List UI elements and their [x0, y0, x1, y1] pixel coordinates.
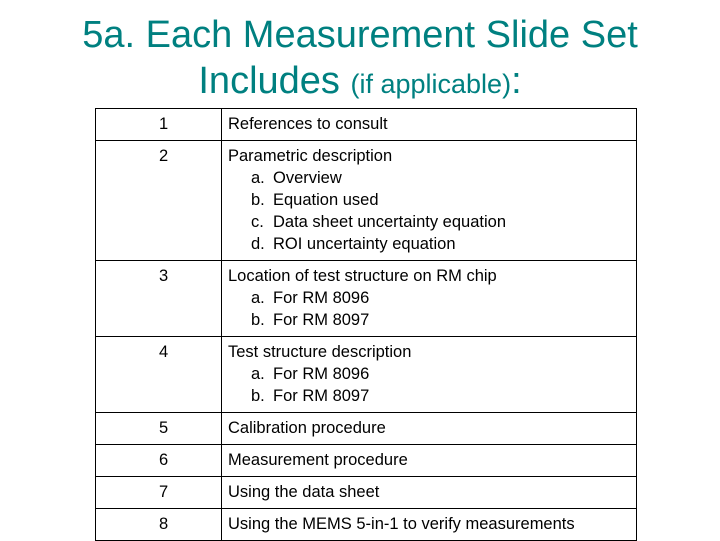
- title-line-2: [0, 58, 720, 107]
- row-content: [222, 337, 637, 413]
- table-row: [96, 141, 637, 261]
- sub-item: [228, 211, 630, 233]
- row-number: 6: [96, 445, 222, 477]
- contents-table: [95, 108, 637, 541]
- sub-item-list: [228, 167, 630, 255]
- sub-item-letter: b.: [251, 387, 265, 405]
- sub-item-list: [228, 287, 630, 331]
- table-row: [96, 477, 637, 509]
- sub-item: [228, 363, 630, 385]
- row-number: 4: [96, 337, 222, 413]
- sub-item-text: Overview: [273, 169, 342, 187]
- row-title: References to consult: [228, 115, 388, 133]
- sub-item-text: ROI uncertainty equation: [273, 235, 456, 253]
- sub-item: [228, 233, 630, 255]
- sub-item-text: Data sheet uncertainty equation: [273, 213, 506, 231]
- row-number: 3: [96, 261, 222, 337]
- sub-item-list: [228, 363, 630, 407]
- row-content: [222, 413, 637, 445]
- sub-item-letter: a.: [251, 289, 265, 307]
- row-number: 8: [96, 509, 222, 541]
- sub-item-letter: c.: [251, 213, 264, 231]
- sub-item-letter: b.: [251, 191, 265, 209]
- sub-item: [228, 189, 630, 211]
- title-if-applicable: (if applicable): [350, 69, 512, 99]
- row-title: Using the data sheet: [228, 483, 380, 501]
- sub-item-letter: d.: [251, 235, 265, 253]
- row-title: Measurement procedure: [228, 451, 408, 469]
- sub-item-text: For RM 8096: [273, 365, 370, 383]
- sub-item: [228, 385, 630, 407]
- row-content: [222, 445, 637, 477]
- title-includes: Includes: [198, 60, 340, 102]
- title-line-1: 5a. Each Measurement Slide Set: [82, 14, 638, 56]
- sub-item: [228, 309, 630, 331]
- row-title: Using the MEMS 5-in-1 to verify measurements: [228, 515, 575, 533]
- row-content: [222, 141, 637, 261]
- row-title: Location of test structure on RM chip: [228, 267, 497, 285]
- sub-item-text: For RM 8097: [273, 311, 370, 329]
- row-content: [222, 509, 637, 541]
- row-number: 5: [96, 413, 222, 445]
- table-row: [96, 261, 637, 337]
- row-content: [222, 261, 637, 337]
- row-number: 2: [96, 141, 222, 261]
- table-row: [96, 109, 637, 141]
- row-title: Calibration procedure: [228, 419, 386, 437]
- sub-item-letter: a.: [251, 169, 265, 187]
- sub-item-text: Equation used: [273, 191, 379, 209]
- slide-title: [0, 12, 720, 107]
- table-row: [96, 509, 637, 541]
- row-number: 7: [96, 477, 222, 509]
- sub-item-text: For RM 8096: [273, 289, 370, 307]
- title-colon: :: [511, 60, 522, 102]
- table-row: [96, 337, 637, 413]
- sub-item-letter: a.: [251, 365, 265, 383]
- table-row: [96, 413, 637, 445]
- row-title: Test structure description: [228, 343, 412, 361]
- sub-item-text: For RM 8097: [273, 387, 370, 405]
- table-row: [96, 445, 637, 477]
- row-number: 1: [96, 109, 222, 141]
- row-content: [222, 477, 637, 509]
- sub-item-letter: b.: [251, 311, 265, 329]
- sub-item: [228, 287, 630, 309]
- contents-table-body: [96, 109, 637, 541]
- sub-item: [228, 167, 630, 189]
- row-title: Parametric description: [228, 147, 393, 165]
- row-content: [222, 109, 637, 141]
